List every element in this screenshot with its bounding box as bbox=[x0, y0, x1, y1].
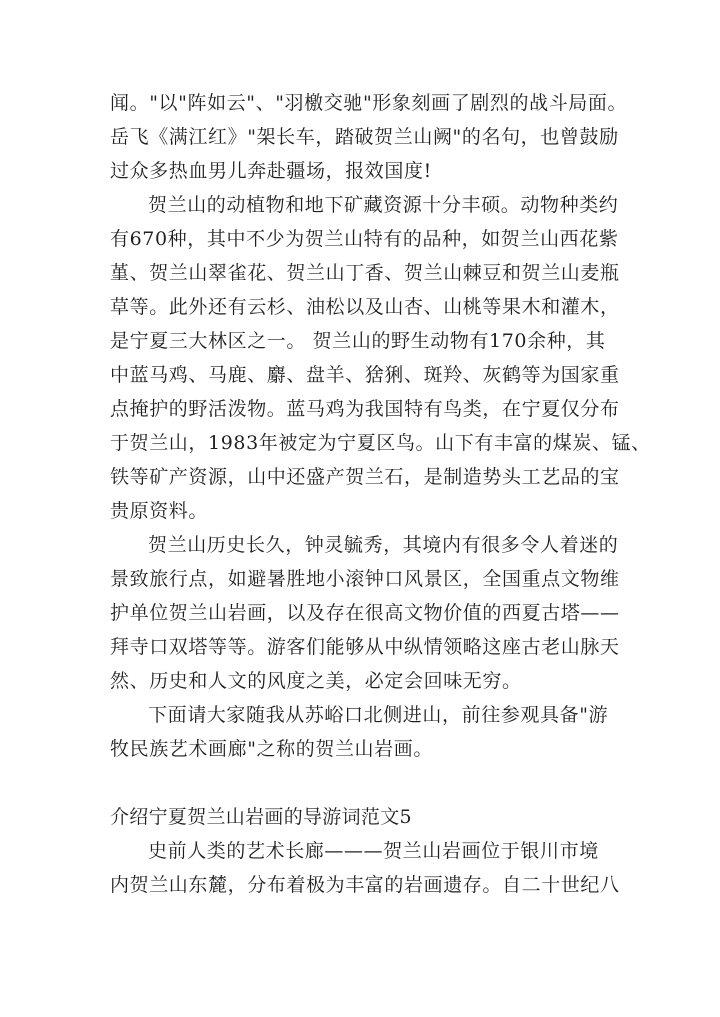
paragraph-flora-fauna bbox=[110, 188, 651, 528]
text-line: 内贺兰山东麓，分布着极为丰富的岩画遗存。自二十世纪八 bbox=[110, 874, 620, 896]
text-line: 护单位贺兰山岩画，以及存在很高文物价值的西夏古塔—— bbox=[110, 602, 620, 624]
text-line: 贵原资料。 bbox=[110, 500, 209, 522]
text-line: 史前人类的艺术长廊———贺兰山岩画位于银川市境 bbox=[148, 840, 599, 862]
text-line: 下面请大家随我从苏峪口北侧进山，前往参观具备"游 bbox=[148, 704, 609, 726]
paragraph-history-scenery bbox=[110, 528, 620, 698]
text-line: 拜寺口双塔等等。游客们能够从中纵情领略这座古老山脉天 bbox=[110, 636, 620, 658]
text-line: 贺兰山的动植物和地下矿藏资源十分丰硕。动物种类约 bbox=[148, 194, 619, 216]
text-line: 闻。"以"阵如云"、"羽檄交驰"形象刻画了剧烈的战斗局面。 bbox=[110, 92, 628, 114]
text-line: 景致旅行点，如避暑胜地小滚钟口风景区，全国重点文物维 bbox=[110, 568, 620, 590]
text-line: 过众多热血男儿奔赴疆场，报效国度! bbox=[110, 160, 432, 182]
text-line: 是宁夏三大林区之一。 贺兰山的野生动物有170余种，其 bbox=[110, 330, 606, 352]
text-line: 堇、贺兰山翠雀花、贺兰山丁香、贺兰山棘豆和贺兰山麦瓶 bbox=[110, 262, 620, 284]
paragraph-battle-quotes bbox=[110, 86, 628, 188]
text-line: 牧民族艺术画廊"之称的贺兰山岩画。 bbox=[110, 738, 433, 760]
text-line: 贺兰山历史长久，钟灵毓秀，其境内有很多令人着迷的 bbox=[148, 534, 619, 556]
paragraph-invitation bbox=[110, 698, 620, 766]
text-line: 岳飞《满江红》"架长车，踏破贺兰山阙"的名句，也曾鼓励 bbox=[110, 126, 619, 148]
text-line: 中蓝马鸡、马鹿、麝、盘羊、猞猁、斑羚、灰鹤等为国家重 bbox=[110, 364, 620, 386]
paragraph-rock-art-intro bbox=[110, 834, 620, 902]
text-line: 点掩护的野活泼物。蓝马鸡为我国特有鸟类，在宁夏仅分布 bbox=[110, 398, 620, 420]
text-line: 草等。此外还有云杉、油松以及山杏、山桃等果木和灌木， bbox=[110, 296, 620, 318]
section-heading: 介绍宁夏贺兰山岩画的导游词范文5 bbox=[110, 806, 412, 828]
text-line: 然、历史和人文的风度之美，必定会回味无穷。 bbox=[110, 670, 522, 692]
text-line: 有670种，其中不少为贺兰山特有的品种，如贺兰山西花紫 bbox=[110, 228, 619, 250]
text-line: 铁等矿产资源，山中还盛产贺兰石，是制造势头工艺品的宝 bbox=[110, 466, 620, 488]
text-line: 于贺兰山，1983年被定为宁夏区鸟。山下有丰富的煤炭、锰、 bbox=[110, 432, 651, 454]
